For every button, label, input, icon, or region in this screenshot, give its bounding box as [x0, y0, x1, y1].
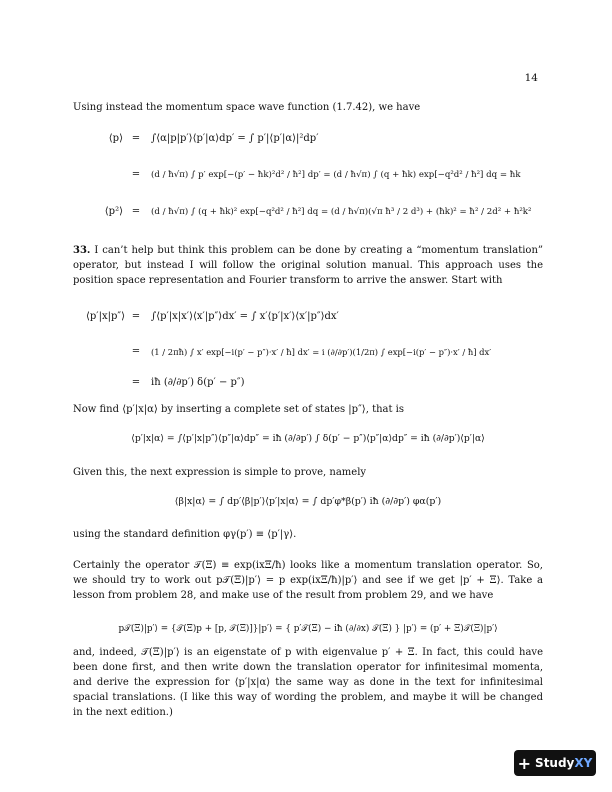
intro-paragraph: Using instead the momentum space wave function (1.7.42), we have	[73, 102, 421, 113]
equation-lhs: ⟨p²⟩	[104, 206, 123, 217]
equation-relation: =	[131, 346, 141, 357]
paragraph-using: using the standard definition φγ(p′) ≡ ⟨p′|γ⟩.	[73, 529, 297, 540]
equation-relation: =	[131, 377, 141, 388]
paragraph-final: and, indeed, 𝒯(Ξ)|p′⟩ is an eigenstate of p with eigenvalue p′ + Ξ. In fact, this could have been done first, and then write down the translation operator for infinitesimal momenta, and derive the expression for ⟨p′|x|α⟩ the same way as done in the text for infinitesimal spacial translations. (I like this way of wording the problem, and maybe it will be changed in the next edition.)	[73, 647, 543, 718]
equation-rhs: (1 / 2πħ) ∫ x′ exp[−i(p′ − p″)·x′ / ħ] dx′ = i (∂/∂p′)(1/2π) ∫ exp[−i(p′ − p″)·x′ / ħ] dx′	[151, 347, 492, 357]
page-number: 14	[524, 72, 538, 84]
equation-centered: p𝒯(Ξ)|p′⟩ = {𝒯(Ξ)p + [p, 𝒯(Ξ)]}|p′⟩ = { p′𝒯(Ξ) − iħ (∂/∂x) 𝒯(Ξ) } |p′⟩ = (p′ + Ξ)𝒯(Ξ)|p′⟩	[118, 624, 498, 634]
paragraph-now: Now find ⟨p′|x|α⟩ by inserting a complete set of states |p″⟩, that is	[73, 404, 405, 415]
equation-centered: ⟨β|x|α⟩ = ∫ dp′⟨β|p′⟩⟨p′|x|α⟩ = ∫ dp′φ*β(p′) iħ (∂/∂p′) φα(p′)	[174, 496, 442, 507]
equation-rhs: iħ (∂/∂p′) δ(p′ − p″)	[151, 377, 245, 388]
studyxy-logo	[514, 750, 596, 776]
problem-number: 33.	[73, 245, 91, 256]
equation-relation: =	[131, 311, 141, 322]
paragraph-given: Given this, the next expression is simple to prove, namely	[73, 467, 367, 478]
paragraph-certainly: Certainly the operator 𝒯(Ξ) ≡ exp(ixΞ/ħ) looks like a momentum translation operator. So, we should try to work out p𝒯(Ξ)|p′⟩ = p exp(ixΞ/ħ)|p′⟩ and see if we get |p′ + Ξ⟩. Take a lesson from problem 28, and make use of the result from problem 29, and we have	[73, 560, 543, 601]
equation-relation: =	[131, 169, 141, 180]
equation-relation: =	[131, 206, 141, 217]
equation-rhs: ∫⟨α|p|p′⟩⟨p′|α⟩dp′ = ∫ p′|⟨p′|α⟩|²dp′	[151, 133, 319, 144]
plus-icon: +	[517, 753, 532, 773]
logo-text: StudyXY	[535, 756, 593, 770]
equation-rhs: ∫⟨p′|x|x′⟩⟨x′|p″⟩dx′ = ∫ x′⟨p′|x′⟩⟨x′|p″⟩dx′	[151, 311, 339, 322]
equation-rhs: (d / ħ√π) ∫ (q + ħk)² exp[−q²d² / ħ²] dq = (d / ħ√π)(√π ħ³ / 2 d³) + (ħk)² = ħ² / 2d² + ħ²k²	[151, 207, 532, 217]
equation-lhs: ⟨p⟩	[108, 133, 123, 144]
equation-rhs: (d / ħ√π) ∫ p′ exp[−(p′ − ħk)²d² / ħ²] dp′ = (d / ħ√π) ∫ (q + ħk) exp[−q²d² / ħ²] dq = ħk	[151, 170, 521, 180]
equation-centered: ⟨p′|x|α⟩ = ∫⟨p′|x|p″⟩⟨p″|α⟩dp″ = iħ (∂/∂p′) ∫ δ(p′ − p″)⟨p″|α⟩dp″ = iħ (∂/∂p′)⟨p′|α⟩	[131, 433, 485, 444]
equation-relation: =	[131, 133, 141, 144]
equation-lhs: ⟨p′|x|p″⟩	[86, 311, 125, 322]
problem-paragraph	[73, 243, 543, 288]
problem-text: I can’t help but think this problem can be done by creating a “momentum translation” operator, but instead I will follow the original solution manual. This approach uses the position space representation and Fourier transform to arrive the answer. Start with	[73, 245, 544, 286]
